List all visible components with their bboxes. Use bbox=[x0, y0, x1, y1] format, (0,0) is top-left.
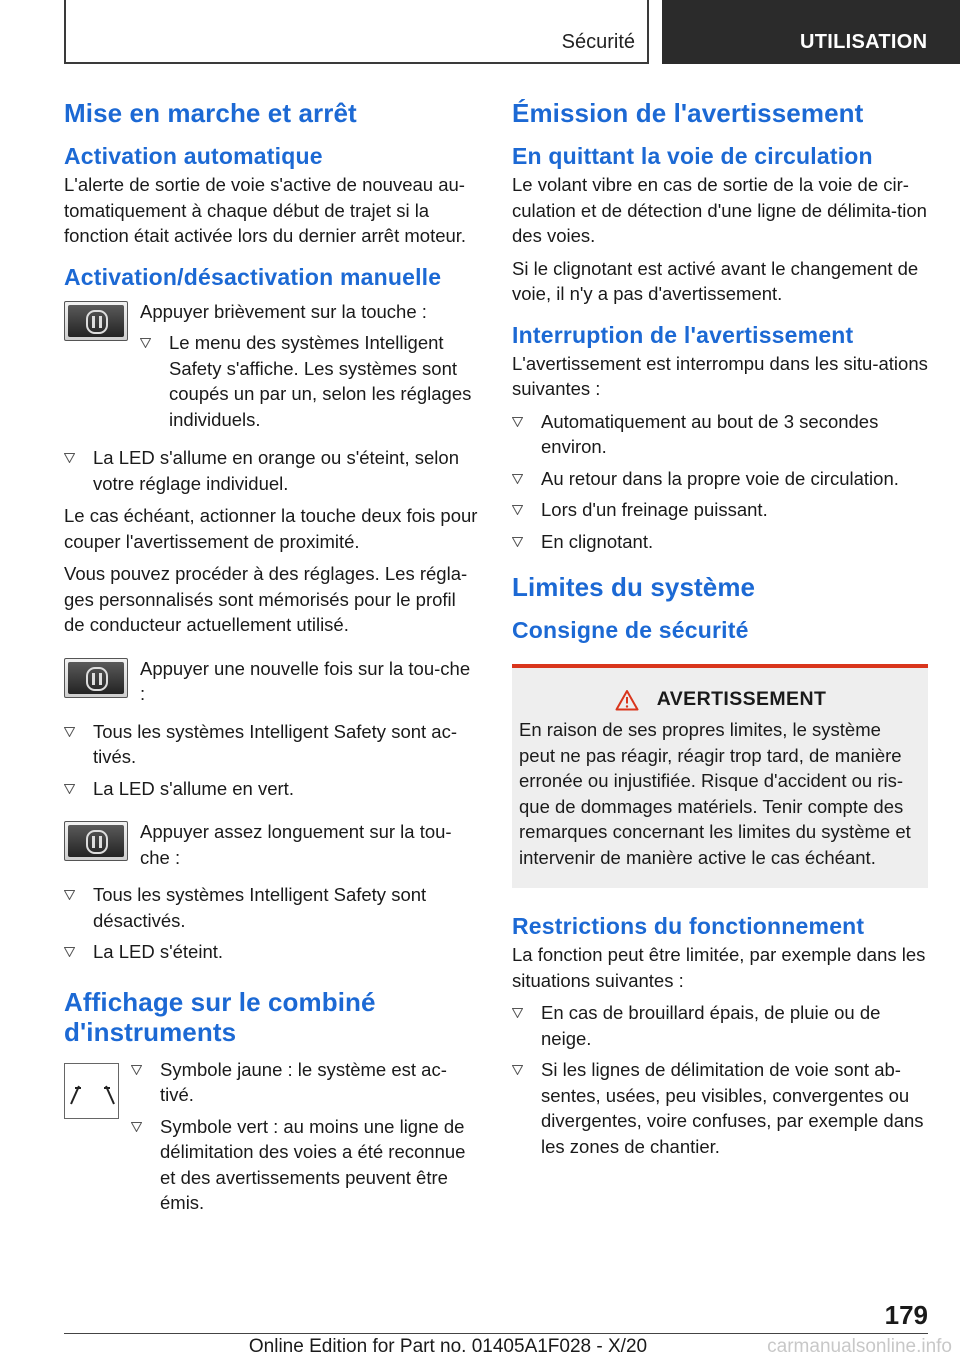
triangle-bullet-icon bbox=[512, 1065, 523, 1075]
heading-safety-note: Consigne de sécurité bbox=[512, 617, 749, 643]
led-bullet: La LED s'allume en orange ou s'éteint, selon votre réglage individuel. bbox=[64, 445, 480, 496]
step-1-bullet: Le menu des systèmes Intelligent Safety s'affiche. Les systèmes sont coupés un par un, selon les réglages individuels. bbox=[140, 330, 480, 432]
intelligent-safety-button-icon bbox=[64, 658, 128, 698]
restrict-bullet-1: En cas de brouillard épais, de pluie ou de neige. bbox=[512, 1000, 928, 1051]
warning-title bbox=[519, 688, 922, 711]
triangle-bullet-icon bbox=[64, 727, 75, 737]
heading-system-limits: Limites du système bbox=[512, 572, 756, 602]
triangle-bullet-icon bbox=[131, 1122, 142, 1132]
heading-warning-emission: Émission de l'avertissement bbox=[512, 98, 864, 128]
interrupt-bullet-2: Au retour dans la propre voie de circulation. bbox=[512, 466, 928, 492]
symbol-bullet-green: Symbole vert : au moins une ligne de délimitation des voies a été reconnue et des avertissements peuvent être émis. bbox=[131, 1114, 480, 1216]
triangle-bullet-icon bbox=[512, 537, 523, 547]
para-blinker: Si le clignotant est activé avant le changement de voie, il n'y a pas d'avertissement. bbox=[512, 257, 919, 304]
heading-leaving-lane: En quittant la voie de circulation bbox=[512, 143, 873, 169]
symbol-row bbox=[64, 1057, 480, 1223]
button-step-3 bbox=[64, 819, 480, 876]
button-step-1 bbox=[64, 299, 480, 440]
restrict-bullet-2: Si les lignes de délimitation de voie sont ab-sentes, usées, peu visibles, convergentes ou divergentes, voire confuses, par exemple dans les zones de chantier. bbox=[512, 1057, 928, 1159]
step-3-text: Appuyer assez longuement sur la tou-che : bbox=[140, 821, 452, 868]
right-column bbox=[512, 98, 928, 1166]
triangle-bullet-icon bbox=[131, 1065, 142, 1075]
step-3-bullet-2: La LED s'éteint. bbox=[64, 939, 480, 965]
header-section-title: Sécurité bbox=[561, 31, 635, 53]
heading-manual-activation: Activation/désactivation manuelle bbox=[64, 263, 442, 290]
triangle-bullet-icon bbox=[512, 474, 523, 484]
para-auto-activation: L'alerte de sortie de voie s'active de nouveau au-tomatiquement à chaque début de trajet si la fonction était activée lors du dernier arrêt moteur. bbox=[64, 174, 467, 246]
header-chapter-label: UTILISATION bbox=[800, 31, 928, 53]
header-section-box bbox=[64, 0, 649, 64]
heading-auto-activation: Activation automatique bbox=[64, 143, 323, 169]
intelligent-safety-button-icon bbox=[64, 301, 128, 341]
triangle-bullet-icon bbox=[512, 1008, 523, 1018]
footer-edition: Online Edition for Part no. 01405A1F028 - X/20 bbox=[248, 1336, 648, 1357]
para-settings: Vous pouvez procéder à des réglages. Les régla-ges personnalisés sont mémorisés pour le profil de conducteur actuellement utilisé. bbox=[64, 563, 468, 635]
page-number: 179 bbox=[884, 1300, 928, 1330]
warning-text: En raison de ses propres limites, le système peut ne pas réagir, réagir trop tard, de manière erronée ou injustifiée. Risque d'accident ou ris-que de dommages matériels. Tenir compte des remarques concernant les limites du système et intervenir de manière active le cas échéant. bbox=[519, 719, 911, 868]
triangle-bullet-icon bbox=[64, 453, 75, 463]
warning-box bbox=[512, 664, 928, 888]
para-steering-vibrates: Le volant vibre en cas de sortie de la voie de cir-culation et de détection d'une ligne de délimita-tion des voies. bbox=[512, 174, 927, 246]
symbol-bullet-yellow: Symbole jaune : le système est ac-tivé. bbox=[131, 1057, 480, 1108]
left-column bbox=[64, 98, 480, 1223]
triangle-bullet-icon bbox=[64, 784, 75, 794]
step-1-text: Appuyer brièvement sur la touche : bbox=[140, 300, 427, 322]
interrupt-bullet-1: Automatiquement au bout de 3 secondes environ. bbox=[512, 409, 928, 460]
para-interruption: L'avertissement est interrompu dans les situ-ations suivantes : bbox=[512, 352, 928, 399]
heading-start-stop: Mise en marche et arrêt bbox=[64, 98, 357, 128]
para-press-twice: Le cas échéant, actionner la touche deux fois pour couper l'avertissement de proximité. bbox=[64, 505, 478, 552]
triangle-bullet-icon bbox=[64, 947, 75, 957]
para-restrictions: La fonction peut être limitée, par exemple dans les situations suivantes : bbox=[512, 944, 926, 991]
triangle-bullet-icon bbox=[512, 505, 523, 515]
step-2-text: Appuyer une nouvelle fois sur la tou-che : bbox=[140, 657, 471, 704]
intelligent-safety-button-icon bbox=[64, 821, 128, 861]
interrupt-bullet-4: En clignotant. bbox=[512, 529, 928, 555]
step-3-bullet-1: Tous les systèmes Intelligent Safety sont désactivés. bbox=[64, 882, 480, 933]
lane-departure-symbol-icon bbox=[64, 1063, 119, 1119]
interrupt-bullet-3: Lors d'un freinage puissant. bbox=[512, 497, 928, 523]
warning-triangle-icon bbox=[615, 689, 639, 711]
button-step-2 bbox=[64, 656, 480, 713]
header-chapter-tab bbox=[662, 0, 960, 64]
heading-instrument-display: Affichage sur le combiné d'instruments bbox=[64, 986, 376, 1047]
triangle-bullet-icon bbox=[512, 417, 523, 427]
warning-title-text: AVERTISSEMENT bbox=[656, 688, 827, 710]
step-2-bullet-1: Tous les systèmes Intelligent Safety sont ac-tivés. bbox=[64, 719, 480, 770]
triangle-bullet-icon bbox=[64, 890, 75, 900]
footer-watermark: carmanualsonline.info bbox=[767, 1336, 952, 1357]
triangle-bullet-icon bbox=[140, 338, 151, 348]
heading-restrictions: Restrictions du fonctionnement bbox=[512, 913, 865, 939]
step-2-bullet-2: La LED s'allume en vert. bbox=[64, 776, 480, 802]
heading-interruption: Interruption de l'avertissement bbox=[512, 321, 854, 348]
footer-rule bbox=[64, 1333, 928, 1334]
